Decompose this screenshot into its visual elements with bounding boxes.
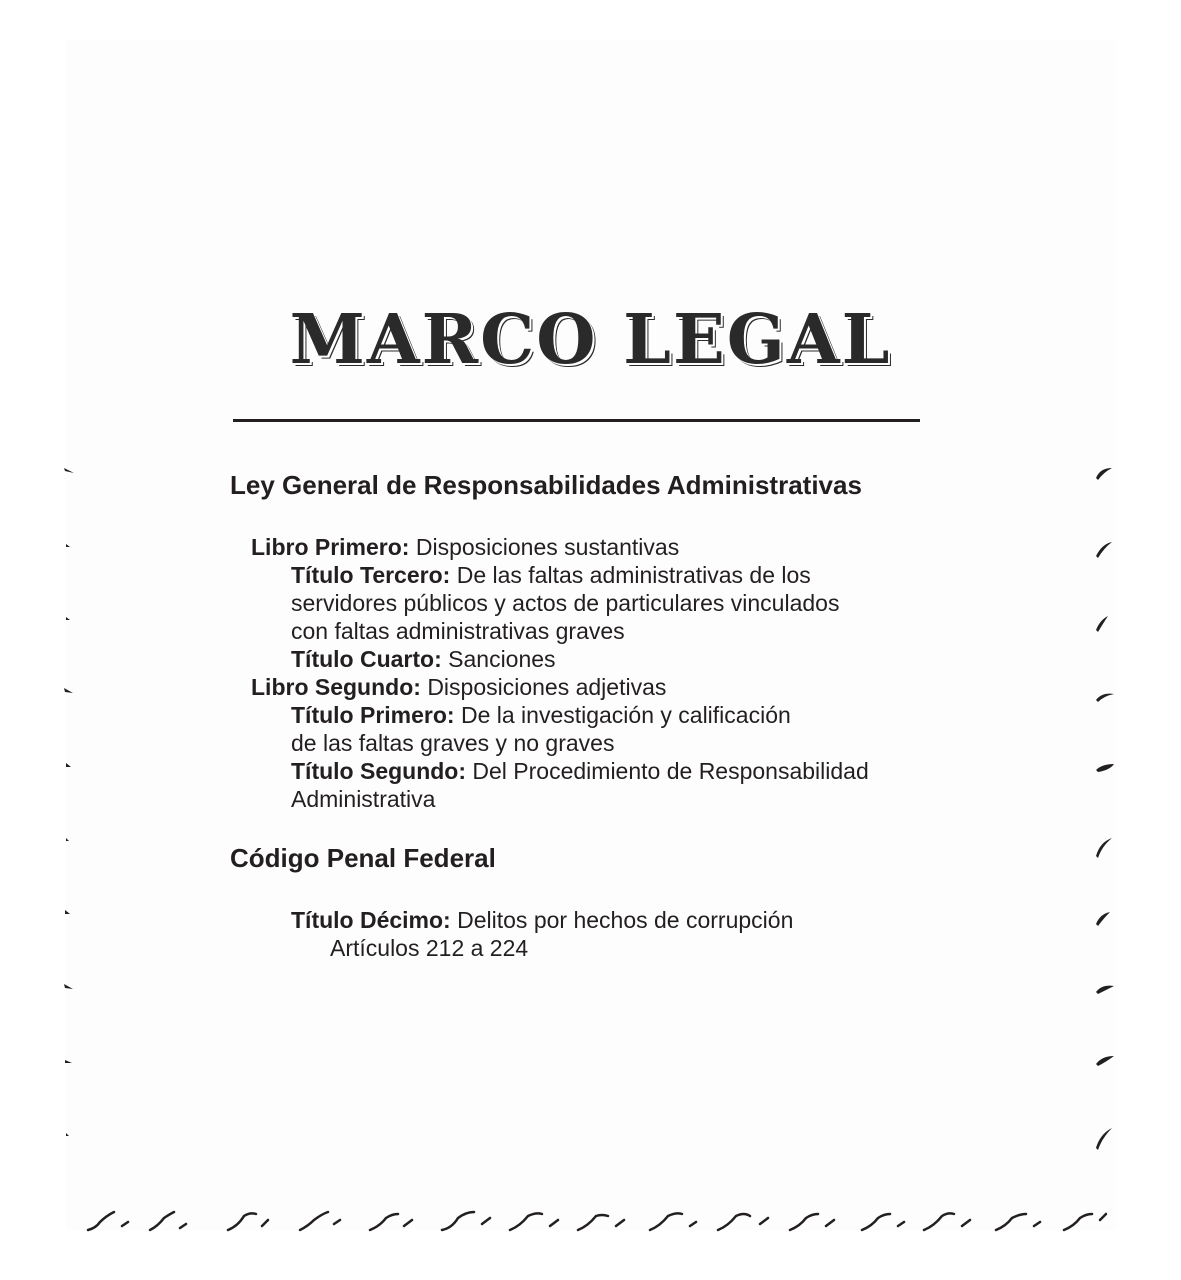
title-label: Título Segundo:	[291, 758, 467, 784]
title-label: Título Tercero:	[291, 562, 451, 588]
title-text: Sanciones	[448, 646, 556, 672]
title-line-titulo-segundo	[230, 757, 970, 785]
title-line-titulo-tercero	[230, 561, 970, 589]
title-continuation: servidores públicos y actos de particulares vinculados	[291, 590, 840, 616]
title-text: De la investigación y calificación	[460, 702, 791, 728]
title-line-titulo-primero	[230, 701, 970, 729]
articles-line: Artículos 212 a 224	[330, 935, 529, 961]
law-heading-lgra: Ley General de Responsabilidades Administrativas	[230, 470, 862, 500]
title-text: Delitos por hechos de corrupción	[457, 907, 794, 933]
title-label: Título Cuarto:	[291, 646, 442, 672]
title-divider	[233, 419, 920, 422]
title-continuation: de las faltas graves y no graves	[291, 730, 615, 756]
title-text: Del Procedimiento de Responsabilidad	[472, 758, 869, 784]
book-label: Libro Segundo:	[251, 674, 421, 700]
law-heading-cpf: Código Penal Federal	[230, 843, 496, 873]
title-label: Título Décimo:	[291, 907, 451, 933]
title-line-titulo-decimo	[230, 906, 970, 934]
book-label: Libro Primero:	[251, 534, 410, 560]
title-continuation: Administrativa	[291, 786, 436, 812]
book-line-libro-segundo	[230, 673, 970, 701]
book-text: Disposiciones sustantivas	[415, 534, 680, 560]
title-text: De las faltas administrativas de los	[456, 562, 811, 588]
title-continuation: con faltas administrativas graves	[291, 618, 625, 644]
title-label: Título Primero:	[291, 702, 455, 728]
title-line-titulo-cuarto	[230, 645, 970, 673]
book-line-libro-primero	[230, 533, 970, 561]
page-title: MARCO LEGAL	[289, 300, 892, 380]
legal-framework-content	[230, 468, 970, 962]
book-text: Disposiciones adjetivas	[427, 674, 667, 700]
